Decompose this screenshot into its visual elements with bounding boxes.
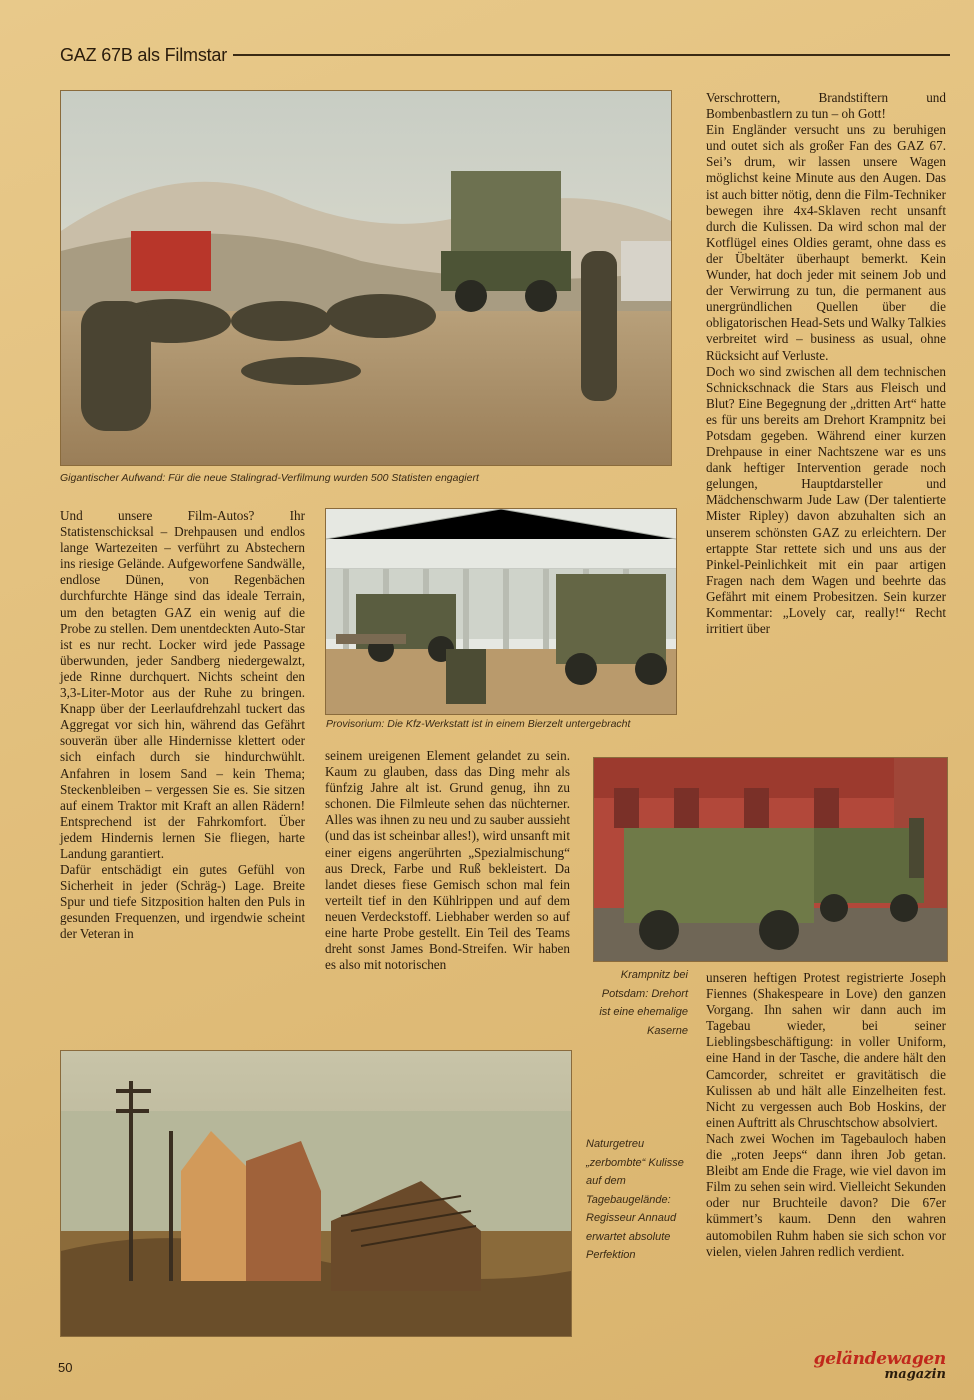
paragraph: Und unsere Film-Autos? Ihr Statistenschicksal – Drehpausen und endlos lange Wartezeiten – verführt zu Abstechern ins riesige Gelände. Aufgeworfene Sandwälle, endlose Dünen, von Regenbächen durchfurchte Hänge sind das ideale Terrain, um den betagten GAZ ein wenig auf die Probe zu stellen. Dem unentdeckten Auto-Star ist es nur recht. Locker wird jede Passage überwunden, jeder Sandberg niedergewalzt, jede Rinne durchquert. Nichts scheint den 3,3-Liter-Motor aus der Ruhe zu bringen. Knapp über der Leerlaufdrehzahl tuckert das Aggregat vor sich hin, während das Gefährt souverän über alle Hindernisse klettert oder sich einfach durch sie hindurchwühlt. Anfahren in losem Sand – kein Thema; Steckenbleiben – vergessen Sie es. Sie sitzen auf einem Traktor mit Kraft an allen Rädern! Entsprechend ist der Fahrkomfort. Über jedem Hindernis lernen Sie fliegen, harte Landung garantiert. [60,508,305,861]
article-column-middle [325,748,570,973]
photo-caption-krampnitz: Krampnitz bei Potsdam: Drehort ist eine ehemalige Kaserne [599,969,688,1037]
photo-caption-scenery: Naturgetreu „zerbombte“ Kulisse auf dem Tagebaugelände: Regisseur Annaud erwartet absolute Perfektion [586,1138,684,1261]
page-number: 50 [58,1360,73,1375]
header-rule [233,54,950,56]
logo-line2: magazin [884,1367,946,1382]
paragraph: unseren heftigen Protest registrierte Joseph Fiennes (Shakespeare in Love) den ganzen Vorgang. Ihn sahen wir dann auch im Tagebau wieder, bei seiner Lieblingsbeschäftigung: in voller Uniform, eine Hand in der Tasche, die andere hält den Camcorder, schreitet er gravitätisch die Kulissen ab und hält alle Einzelheiten fest. Nicht zu vergessen auch Bob Hoskins, der einen Auftritt als Chruschtschow absolviert. [706,970,946,1130]
photo-workshop-tent [325,508,677,715]
article-column-left [60,508,305,943]
paragraph: Verschrottern, Brandstiftern und Bombenbastlern zu tun – oh Gott! [706,90,946,122]
photo-caption-film-set: Gigantischer Aufwand: Für die neue Stalingrad-Verfilmung wurden 500 Statisten engagiert [60,472,479,484]
paragraph: Nach zwei Wochen im Tagebauloch haben die „roten Jeeps“ dann ihren Job getan. Bleibt am Ende die Frage, wie viel davon im Film zu sehen sein wird. Vielleicht Sekunden oder nur Bruchteile davon? Die 67er kümmert’s kaum. Denn den wahren automobilen Ruhm haben sie sich schon vor vielen, vielen Jahren redlich verdient. [706,1130,946,1259]
paragraph: Ein Engländer versucht uns zu beruhigen und outet sich als großer Fan des GAZ 67. Sei’s drum, wir lassen unsere Wagen möglichst keine Minute aus den Augen. Das ist auch bitter nötig, denn die Film-Techniker bewegen ihre 4x4-Sklaven recht unsanft durch die Kulissen. Da wird schon mal der Kotflügel eines Oldies geramt, ohne dass es der Übeltäter überhaupt bemerkt. Kein Wunder, hat doch jeder mit seinem Job und der Verwirrung zu tun, die permanent aus unergründlichen Quellen über die obligatorischen Head-Sets und Walky Talkies verbreitet wird – business as usual, ohne Rücksicht auf Verluste. [706,122,946,363]
article-column-right-top [706,90,946,637]
magazine-logo [813,1349,946,1382]
photo-krampnitz-barracks [593,757,948,962]
paragraph: Dafür entschädigt ein gutes Gefühl von Sicherheit in jeder (Schräg-) Lage. Breite Spur und tiefe Sitzposition halten den Puls in gesunden Frequenzen, und irgendwie scheint der Veteran in [60,862,305,942]
page-title: GAZ 67B als Filmstar [60,44,228,65]
logo-line1: geländewagen [813,1349,946,1369]
photo-film-set-extras [60,90,672,466]
paragraph: seinem ureigenen Element gelandet zu sein. Kaum zu glauben, dass das Ding mehr als fünfzig Jahre alt ist. Grund genug, ihn zu schonen. Die Filmleute sehen das nüchterner. Alles was ihnen zu neu und zu sauber aussieht (und das ist scheinbar alles!), wird unsanft mit einer eigens angerührten „Spezialmischung“ aus Dreck, Farbe und Ruß bekleistert. Da landet dieses fiese Gemisch schon mal fein verteilt tief in den Kühlrippen und auf dem neuen Verdeckstoff. Liebhaber werden so auf eine harte Probe gestellt. Ein Teil des Teams dreht sonst James Bond-Streifen. Wir haben es also mit notorischen [325,748,570,973]
paragraph: Doch wo sind zwischen all dem technischen Schnickschnack die Stars aus Fleisch und Blut? Eine Begegnung der „dritten Art“ hatte es für uns bereits am Drehort Krampnitz bei Potsdam gegeben. Während einer kurzen Drehpause in einer Nachtszene war es uns dank heftiger Intervention gerade noch gelungen, Hauptdarsteller und Mädchenschwarm Jude Law (Der talentierte Mister Ripley) davon abzuhalten sich an unserem schönsten GAZ zu erleichtern. Der ertappte Star rettete sich und uns aus der Pinkel-Peinlichkeit mit ein paar artigen Fragen nach dem Wagen und beehrte das Gefährt mit einem Probesitzen. Sein kurzer Kommentar: „Lovely car, really!“ Recht irritiert über [706,363,946,637]
page-header [60,40,950,70]
article-column-right-bottom [706,970,946,1260]
photo-bombed-scenery [60,1050,572,1337]
photo-caption-workshop: Provisorium: Die Kfz-Werkstatt ist in einem Bierzelt untergebracht [326,718,631,730]
